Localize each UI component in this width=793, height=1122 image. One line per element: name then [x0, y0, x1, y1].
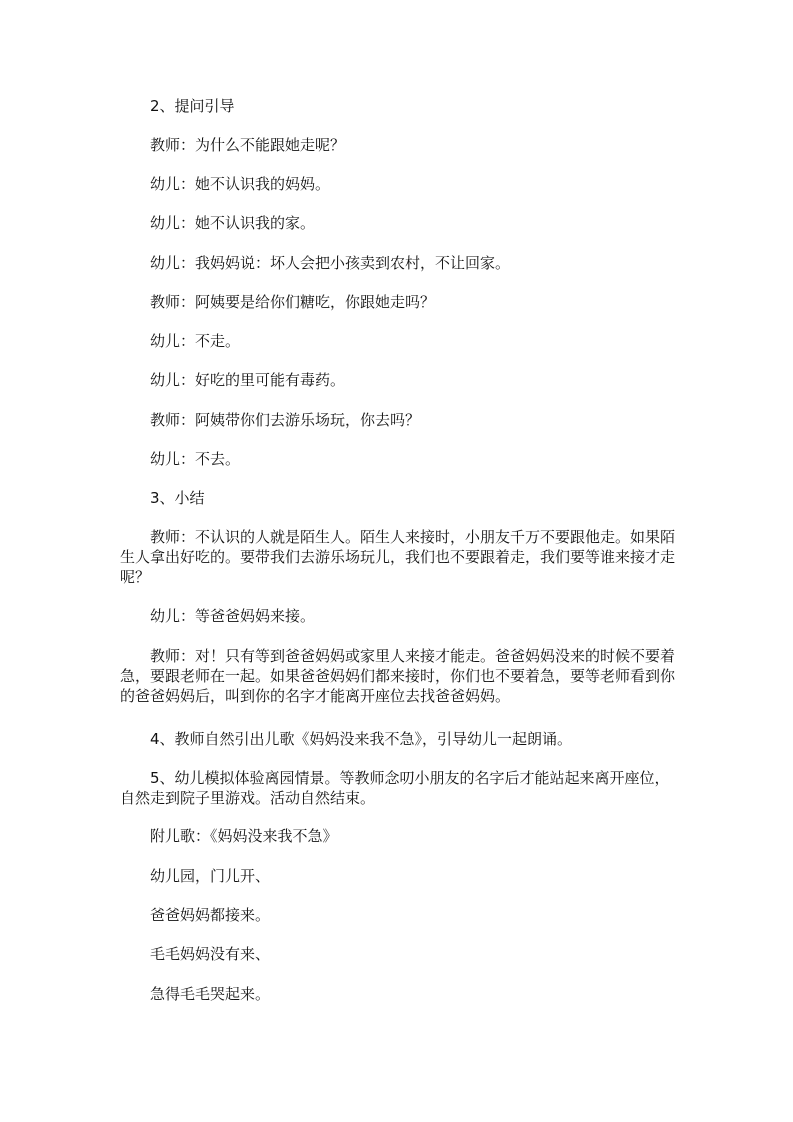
- heading-summary: 3、小结: [150, 489, 205, 507]
- dialogue-line-3: 幼儿：她不认识我的家。: [150, 214, 316, 232]
- dialogue-line-4: 幼儿：我妈妈说：坏人会把小孩卖到农村，不让回家。: [150, 254, 511, 272]
- summary-child: 幼儿：等爸爸妈妈来接。: [150, 607, 316, 625]
- dialogue-line-7: 幼儿：好吃的里可能有毒药。: [150, 371, 346, 389]
- dialogue-line-8: 教师：阿姨带你们去游乐场玩，你去吗？: [150, 411, 421, 429]
- rhyme-line-3: 毛毛妈妈没有来、: [150, 945, 271, 963]
- dialogue-line-5: 教师：阿姨要是给你们糖吃，你跟她走吗？: [150, 293, 436, 311]
- heading-question-guide: 2、提问引导: [150, 97, 235, 115]
- rhyme-line-2: 爸爸妈妈都接来。: [150, 906, 271, 924]
- rhyme-line-4: 急得毛毛哭起来。: [150, 985, 271, 1003]
- dialogue-line-9: 幼儿：不去。: [150, 450, 241, 468]
- step-4: 4、教师自然引出儿歌《妈妈没来我不急》，引导幼儿一起朗诵。: [150, 730, 573, 748]
- rhyme-line-1: 幼儿园，门儿开、: [150, 867, 271, 885]
- dialogue-line-1: 教师：为什么不能跟她走呢？: [150, 136, 346, 154]
- rhyme-title: 附儿歌：《妈妈没来我不急》: [150, 827, 338, 845]
- dialogue-line-6: 幼儿：不走。: [150, 332, 241, 350]
- summary-teacher-2: 教师：对！只有等到爸爸妈妈或家里人来接才能走。爸爸妈妈没来的时候不要着急，要跟老师在一起。如果爸爸妈妈们都来接时，你们也不要着急，要等老师看到你的爸爸妈妈后，叫到你的名字才能离开座位去找爸爸妈妈。: [120, 647, 676, 705]
- summary-teacher-1: 教师：不认识的人就是陌生人。陌生人来接时，小朋友千万不要跟他走。如果陌生人拿出好吃的。要带我们去游乐场玩儿，我们也不要跟着走，我们要等谁来接才走呢？: [120, 528, 676, 586]
- dialogue-line-2: 幼儿：她不认识我的妈妈。: [150, 175, 331, 193]
- step-5: 5、幼儿模拟体验离园情景。等教师念叨小朋友的名字后才能站起来离开座位，自然走到院子里游戏。活动自然结束。: [120, 769, 670, 807]
